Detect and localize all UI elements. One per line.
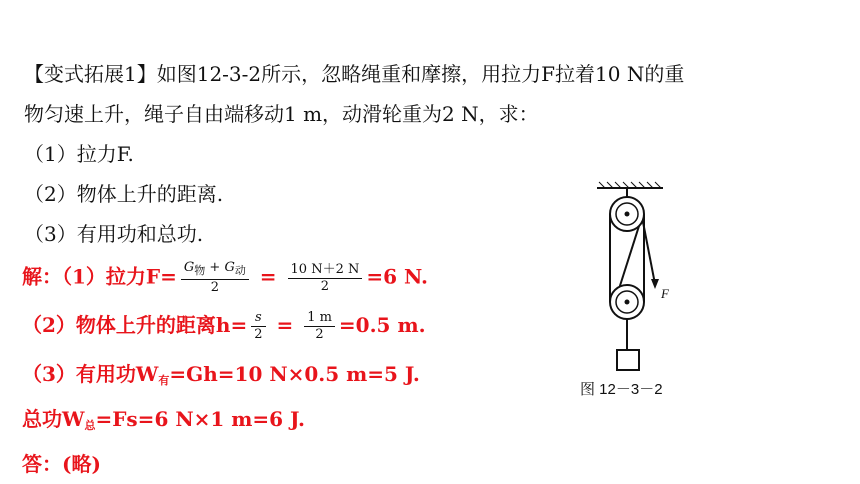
fixed-pulley [610, 197, 644, 231]
question-part-3: （3）有用功和总功. [24, 222, 204, 246]
solution-step-1-result: =6 N. [366, 264, 428, 289]
solution-step-1 [22, 260, 428, 296]
subscript-moving: 动 [234, 264, 246, 277]
movable-pulley [610, 285, 644, 319]
solution-step-4 [22, 405, 305, 440]
total-work-equation: =Fs=6 N×1 m=6 J. [95, 407, 305, 431]
subscript-object: 物 [194, 264, 206, 277]
fraction-denominator: 2 [320, 278, 330, 294]
solution-step-2-result: =0.5 m. [338, 313, 426, 337]
symbol-g: G [224, 260, 235, 275]
load-block [617, 350, 639, 370]
fraction-numerator: s [251, 310, 265, 327]
fraction-force-formula [181, 260, 249, 296]
figure-caption: 图 12－3－2 [580, 381, 663, 398]
question-line-2: 物匀速上升，绳子自由端移动1 m，动滑轮重为2 N，求： [24, 102, 539, 126]
ceiling-support [597, 182, 663, 188]
force-label: F [661, 286, 669, 301]
subscript-useful: 有 [158, 374, 170, 387]
question-part-1: （1）拉力F. [24, 142, 134, 166]
fraction-distance-values [304, 310, 335, 343]
useful-work-label: （3）有用功W [22, 362, 159, 386]
total-work-label: 总功W [22, 407, 85, 431]
fraction-denominator: 2 [254, 327, 263, 342]
solution-step-2-prefix: （2）物体上升的距离h= [22, 313, 248, 337]
subscript-total: 总 [84, 419, 96, 432]
question-part-2: （2）物体上升的距离. [24, 182, 224, 206]
useful-work-equation: =Gh=10 N×0.5 m=5 J. [169, 362, 420, 386]
fraction-numerator: 10 N＋2 N [288, 262, 363, 279]
answer-line: 答：(略) [22, 452, 101, 476]
plus-sign: + [205, 260, 225, 275]
solution-step-2 [22, 310, 426, 343]
arrow-icon [651, 279, 659, 289]
fraction-denominator: 2 [210, 280, 219, 295]
equals-sign: = [269, 313, 301, 337]
question-line-1: 【变式拓展1】如图12-3-2所示，忽略绳重和摩擦，用拉力F拉着10 N的重 [24, 62, 685, 86]
fraction-force-values [288, 262, 363, 295]
pulley-diagram [575, 178, 695, 408]
solution-step-1-prefix: 解：（1）拉力F= [22, 264, 177, 289]
symbol-g: G [183, 260, 195, 275]
solution-step-3 [22, 360, 420, 395]
fraction-denominator: 2 [315, 327, 324, 342]
fraction-numerator: 1 m [304, 310, 335, 327]
equals-sign: = [252, 264, 284, 289]
fraction-distance-formula [251, 310, 265, 343]
